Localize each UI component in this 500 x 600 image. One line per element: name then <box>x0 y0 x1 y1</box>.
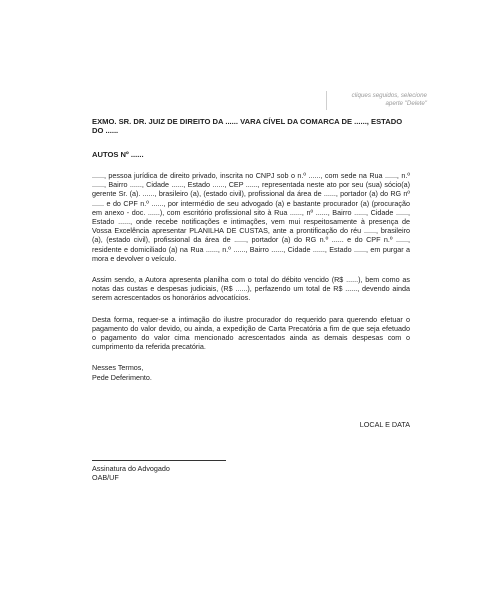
delete-hint-note <box>326 91 427 110</box>
local-and-date: LOCAL E DATA <box>359 419 410 429</box>
body-paragraph-1: ......, pessoa jurídica de direito privado, inscrita no CNPJ sob o n.º ......, com sede na Rua ......, n.º ......, Bairro ......, Cidade ......, Estado ......, CEP ......, representada neste ato por seu (sua) sócio(a) gerente Sr. (a). ......, brasileiro (a), (estado civil), profissional da área de ......, portador (a) do RG nº ...... e do CPF n.º ......, por intermédio de seu advogado (a) e bastante procurador (a) (procuração em anexo - doc. ......), com escritório profissional sito à Rua ......, nº ......, Bairro ......, Cidade ......, Estado ......, onde recebe notificações e intimações, vem mui respeitosamente à presença de Vossa Excelência apresentar PLANILHA DE CUSTAS, ante a prontificação do réu ......, brasileiro (a), (estado civil), profissional da área de ......, portador (a) do RG n.º ...... e do CPF n.º ......, residente e domiciliado (a) na Rua ......, n.º ......, Bairro ......, Cidade ......, Estado ......, em purgar a mora e devolver o veículo. <box>92 171 410 263</box>
court-address-heading: EXMO. SR. DR. JUIZ DE DIREITO DA ...... VARA CÍVEL DA COMARCA DE ......, ESTADO DO ...... <box>92 117 403 136</box>
body-paragraph-3: Desta forma, requer-se a intimação do ilustre procurador do requerido para querendo efetuar o pagamento do valor devido, ou ainda, a expedição de Carta Precatória a fim de que seja efetuado o pagamento do valor cima mencionado acrescentados ainda as demais despesas com o cumprimento da referida precatória. <box>92 314 410 352</box>
signature-line <box>92 460 226 461</box>
hint-line-2: aperte "Delete" <box>385 100 427 107</box>
closing-block <box>92 363 410 381</box>
signature-label: Assinatura do Advogado <box>92 464 170 474</box>
closing-line-1: Nesses Termos, <box>92 363 144 373</box>
closing-line-2: Pede Deferimento. <box>92 372 152 382</box>
document-page <box>92 117 410 482</box>
signature-oab: OAB/UF <box>92 473 119 483</box>
case-number: AUTOS Nº ...... <box>92 149 144 159</box>
body-paragraph-2: Assim sendo, a Autora apresenta planilha com o total do débito vencido (R$ ......), bem como as notas das custas e despesas judiciais, (R$ ......), perfazendo um total de R$ ......, devendo ainda serem acrescentados os honorários advocatícios. <box>92 275 410 303</box>
hint-line-1: cliques seguidos, selecione <box>351 92 427 99</box>
